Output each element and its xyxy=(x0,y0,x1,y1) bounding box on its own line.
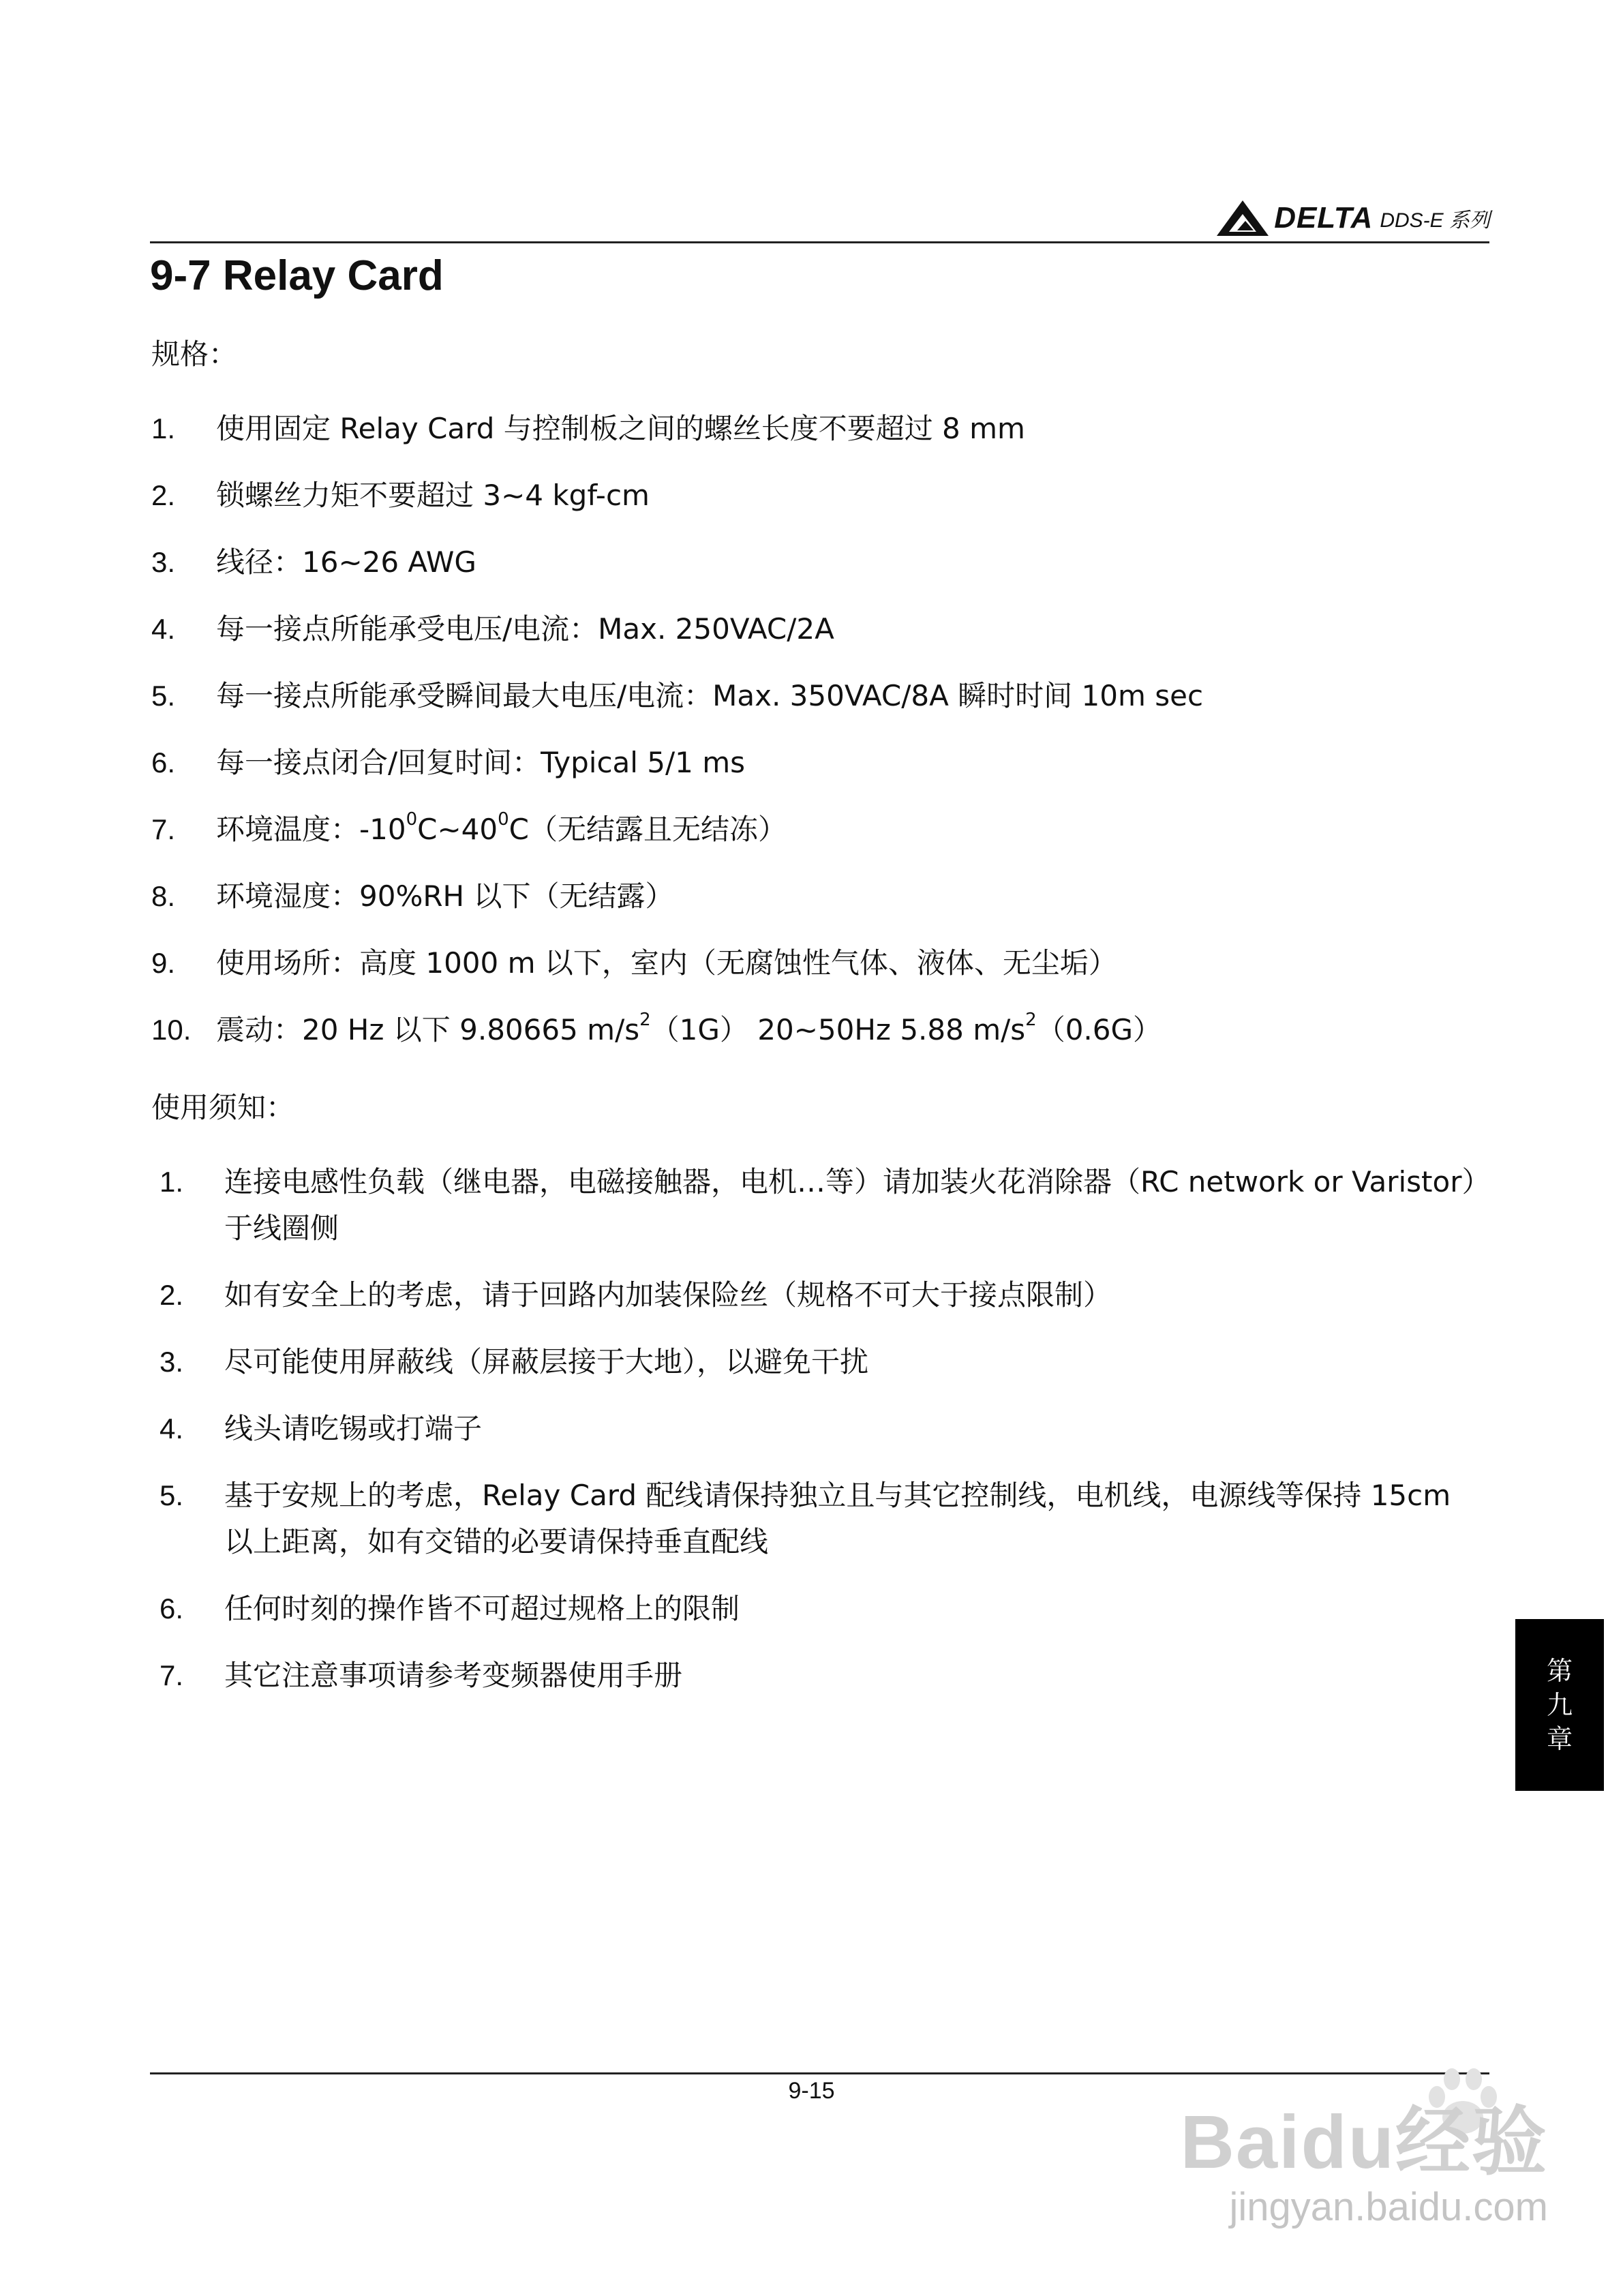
watermark xyxy=(1180,2102,1548,2231)
watermark-brand: Baidu经验 xyxy=(1180,2100,1548,2184)
list-item: 4. 线头请吃锡或打端子 xyxy=(160,1412,483,1445)
list-item: 1. 使用固定 Relay Card 与控制板之间的螺丝长度不要超过 8 mm xyxy=(151,412,1025,445)
delta-triangle-icon xyxy=(1215,199,1270,237)
chapter-tab-char: 九 xyxy=(1546,1690,1573,1720)
notes-heading: 使用须知： xyxy=(151,1091,295,1124)
header-divider xyxy=(150,241,1489,243)
list-item: 3. 线径：16~26 AWG xyxy=(151,545,476,579)
notes-list xyxy=(151,1159,1487,1719)
footer-divider xyxy=(150,2072,1489,2074)
list-item: 7. 其它注意事项请参考变频器使用手册 xyxy=(160,1659,683,1692)
brand-name: DELTA xyxy=(1274,201,1374,235)
list-item: 2. 锁螺丝力矩不要超过 3~4 kgf-cm xyxy=(151,479,650,512)
header-logo xyxy=(1215,194,1490,242)
list-item: 6. 任何时刻的操作皆不可超过规格上的限制 xyxy=(160,1592,740,1625)
list-item: 2. 如有安全上的考虑，请于回路内加装保险丝（规格不可大于接点限制） xyxy=(160,1278,1112,1312)
chapter-tab-char: 第 xyxy=(1546,1656,1573,1686)
list-item: 5. 基于安规上的考虑，Relay Card 配线请保持独立且与其它控制线，电机线，电源线等保持 15cm 以上距离，如有交错的必要请保持垂直配线 xyxy=(160,1479,1451,1558)
watermark-url: jingyan.baidu.com xyxy=(1229,2185,1548,2229)
list-item: 8. 环境湿度：90%RH 以下（无结露） xyxy=(151,879,674,913)
list-item: 5. 每一接点所能承受瞬间最大电压/电流：Max. 350VAC/8A 瞬时时间 10m sec xyxy=(151,679,1204,712)
list-item: 4. 每一接点所能承受电压/电流：Max. 250VAC/2A xyxy=(151,612,834,646)
list-item: 7. 环境温度：$-10^0C\sim 40^0C$（无结露且无结冻） xyxy=(151,809,787,846)
page-number: 9-15 xyxy=(788,2078,835,2104)
specs-list xyxy=(151,406,1487,1074)
series-label: DDS-E 系列 xyxy=(1380,209,1490,232)
list-item: 3. 尽可能使用屏蔽线（屏蔽层接于大地），以避免干扰 xyxy=(160,1345,869,1378)
chapter-tab-char: 章 xyxy=(1546,1724,1573,1754)
list-item: 1. 连接电感性负载（继电器，电磁接触器，电机…等）请加装火花消除器（RC network or Varistor）于线圈侧 xyxy=(160,1165,1476,1245)
list-item: 10. 震动：20 Hz 以下 9.80665 $m/s^2(1G)$ 20~50Hz 5.88 $m/s^2(0.6G)$ xyxy=(151,1010,1162,1046)
list-item: 9. 使用场所：高度 1000 m 以下，室内（无腐蚀性气体、液体、无尘垢） xyxy=(151,946,1117,980)
page-title: 9-7 Relay Card xyxy=(150,252,444,299)
chapter-tab xyxy=(1515,1619,1604,1791)
specs-heading: 规格： xyxy=(151,337,238,371)
list-item: 6. 每一接点闭合/回复时间：Typical 5/1 ms xyxy=(151,746,746,779)
